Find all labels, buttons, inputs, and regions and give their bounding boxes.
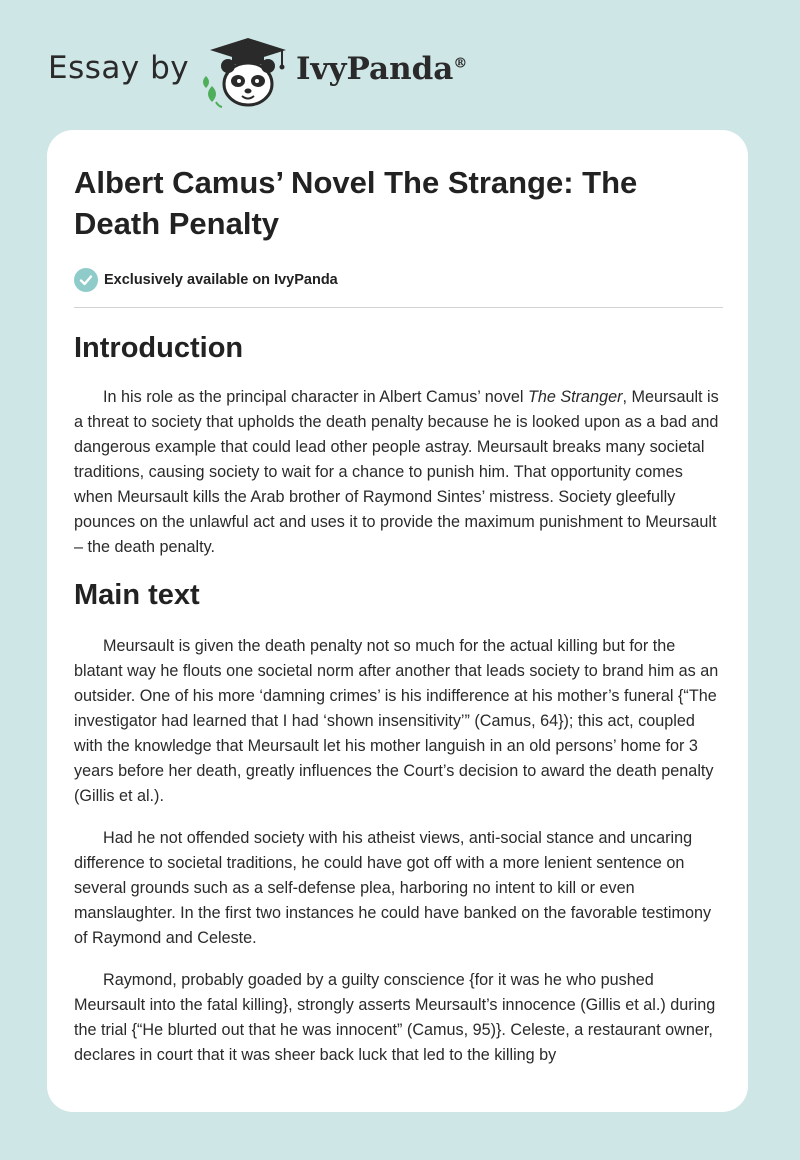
- novel-title-emphasis: The Stranger: [527, 388, 623, 406]
- section-heading-introduction: Introduction: [74, 332, 244, 364]
- exclusive-badge: [74, 266, 723, 294]
- registered-mark: ®: [453, 55, 468, 72]
- essay-by-label: Essay by: [48, 50, 190, 86]
- article-card: [47, 130, 748, 1112]
- article-content: [74, 162, 723, 1068]
- section-heading-main-text: Main text: [74, 579, 200, 611]
- intro-text-before: In his role as the principal character in Albert Camus’ novel: [103, 388, 528, 406]
- site-header: [0, 0, 800, 130]
- brand-name[interactable]: [296, 51, 467, 87]
- intro-text-after: , Meursault is a threat to society that upholds the death penalty because he is looked upon as a bad and dangerous example that could lead other people astray. Meursault breaks many societal traditions, causing society to wait for a chance to punish him. That opportunity comes when Meursault kills the Arab brother of Raymond Sintes’ mistress. Society gleefully pounces on the unlawful act and uses it to provide the maximum punishment to Meursault – the death penalty.: [74, 388, 719, 556]
- article-title: Albert Camus’ Novel The Strange: The Death Penalty: [74, 165, 638, 241]
- body-paragraph: Had he not offended society with his atheist views, anti-social stance and uncaring difference to societal traditions, he could have got off with a more lenient sentence on several grounds such as a self-defense plea, harboring no intent to kill or even manslaughter. In the first two instances he could have banked on the favorable testimony of Raymond and Celeste.: [74, 829, 712, 947]
- title-divider: [74, 307, 723, 308]
- exclusive-badge-label: Exclusively available on IvyPanda: [104, 272, 338, 288]
- body-paragraph: Raymond, probably goaded by a guilty conscience {for it was he who pushed Meursault into the fatal killing}, strongly asserts Meursault’s innocence (Gillis et al.) during the trial {“He blurted out that he was innocent” (Camus, 95)}. Celeste, a restaurant owner, declares in court that it was sheer back luck that led to the killing by: [74, 971, 716, 1064]
- panda-graduate-icon[interactable]: [202, 36, 294, 108]
- brand-name-text: IvyPanda: [296, 51, 454, 87]
- check-icon: [74, 268, 98, 292]
- intro-paragraph: [74, 385, 723, 560]
- body-paragraph: Meursault is given the death penalty not so much for the actual killing but for the blatant way he flouts one societal norm after another that leads society to brand him as an outsider. One of his more ‘damning crimes’ is his indifference at his mother’s funeral {“The investigator had learned that I had ‘shown insensitivity’” (Camus, 64}); this act, coupled with the knowledge that Meursault let his mother languish in an old persons’ home for 3 years before her death, greatly influences the Court’s decision to award the death penalty (Gillis et al.).: [74, 637, 719, 805]
